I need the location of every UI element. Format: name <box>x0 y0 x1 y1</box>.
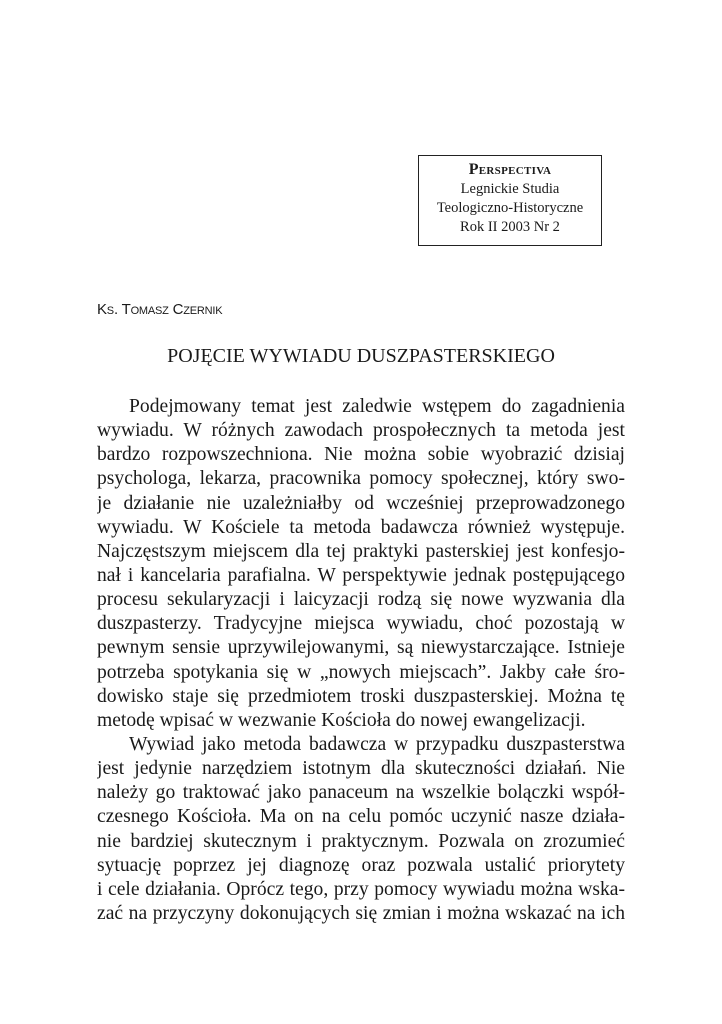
body-line: pewnym sensie uprzywilejowanymi, są niewystarczające. Istnieje <box>97 637 625 659</box>
journal-info-box <box>418 155 602 246</box>
body-line: należy go traktować jako panaceum na wszelkie bolączki współ- <box>97 782 625 804</box>
body-line: nie bardziej skutecznym i praktycznym. Pozwala on zrozumieć <box>97 830 625 852</box>
body-line: psychologa, lekarza, pracownika pomocy społecznej, który swo- <box>97 468 625 490</box>
body-line: potrzeba spotykania się w „nowych miejscach”. Jakby całe śro- <box>97 661 625 683</box>
body-line: bardzo rozpowszechniona. Nie można sobie wyobrazić dzisiaj <box>97 444 625 466</box>
author-name: Ks. Tomasz Czernik <box>97 301 223 318</box>
body-line: Wywiad jako metoda badawcza w przypadku duszpasterstwa <box>129 733 625 755</box>
journal-subtitle-2: Teologiczno-Historyczne <box>436 200 584 216</box>
body-line: i cele działania. Oprócz tego, przy pomocy wywiadu można wska- <box>97 878 625 900</box>
body-line: wywiadu. W różnych zawodach prospołecznych ta metoda jest <box>97 420 625 442</box>
journal-subtitle-1: Legnickie Studia <box>460 181 560 197</box>
body-line: sytuację poprzez jej diagnozę oraz pozwala ustalić priorytety <box>97 854 625 876</box>
body-line: wywiadu. W Kościele ta metoda badawcza również występuje. <box>97 516 625 538</box>
body-line: jest jedynie narzędziem istotnym dla skuteczności działań. Nie <box>97 758 625 780</box>
body-line: duszpasterzy. Tradycyjne miejsca wywiadu, choć pozostają w <box>97 613 625 635</box>
body-line: je działanie nie uzależniałby od wcześniej przeprowadzonego <box>97 492 625 514</box>
body-line: Podejmowany temat jest zaledwie wstępem do zagadnienia <box>129 396 625 417</box>
body-line: procesu sekularyzacji i laicyzacji rodzą się nowe wyzwania dla <box>97 589 625 611</box>
journal-name: Perspectiva <box>468 161 552 178</box>
body-line: zać na przyczyny dokonujących się zmian i można wskazać na ich <box>97 902 625 924</box>
article-title: POJĘCIE WYWIADU DUSZPASTERSKIEGO <box>167 345 555 367</box>
article-body <box>97 395 625 926</box>
body-line: czesnego Kościoła. Ma on na celu pomóc uczynić nasze działa- <box>97 806 625 828</box>
body-line: dowisko staje się przedmiotem troski duszpasterskiej. Można tę <box>97 685 625 707</box>
body-line: Najczęstszym miejscem dla tej praktyki pasterskiej jest konfesjo- <box>97 540 625 562</box>
journal-issue: Rok II 2003 Nr 2 <box>460 219 560 235</box>
body-line: nał i kancelaria parafialna. W perspektywie jednak postępującego <box>97 564 625 586</box>
body-line: metodę wpisać w wezwanie Kościoła do nowej ewangelizacji. <box>97 709 586 731</box>
